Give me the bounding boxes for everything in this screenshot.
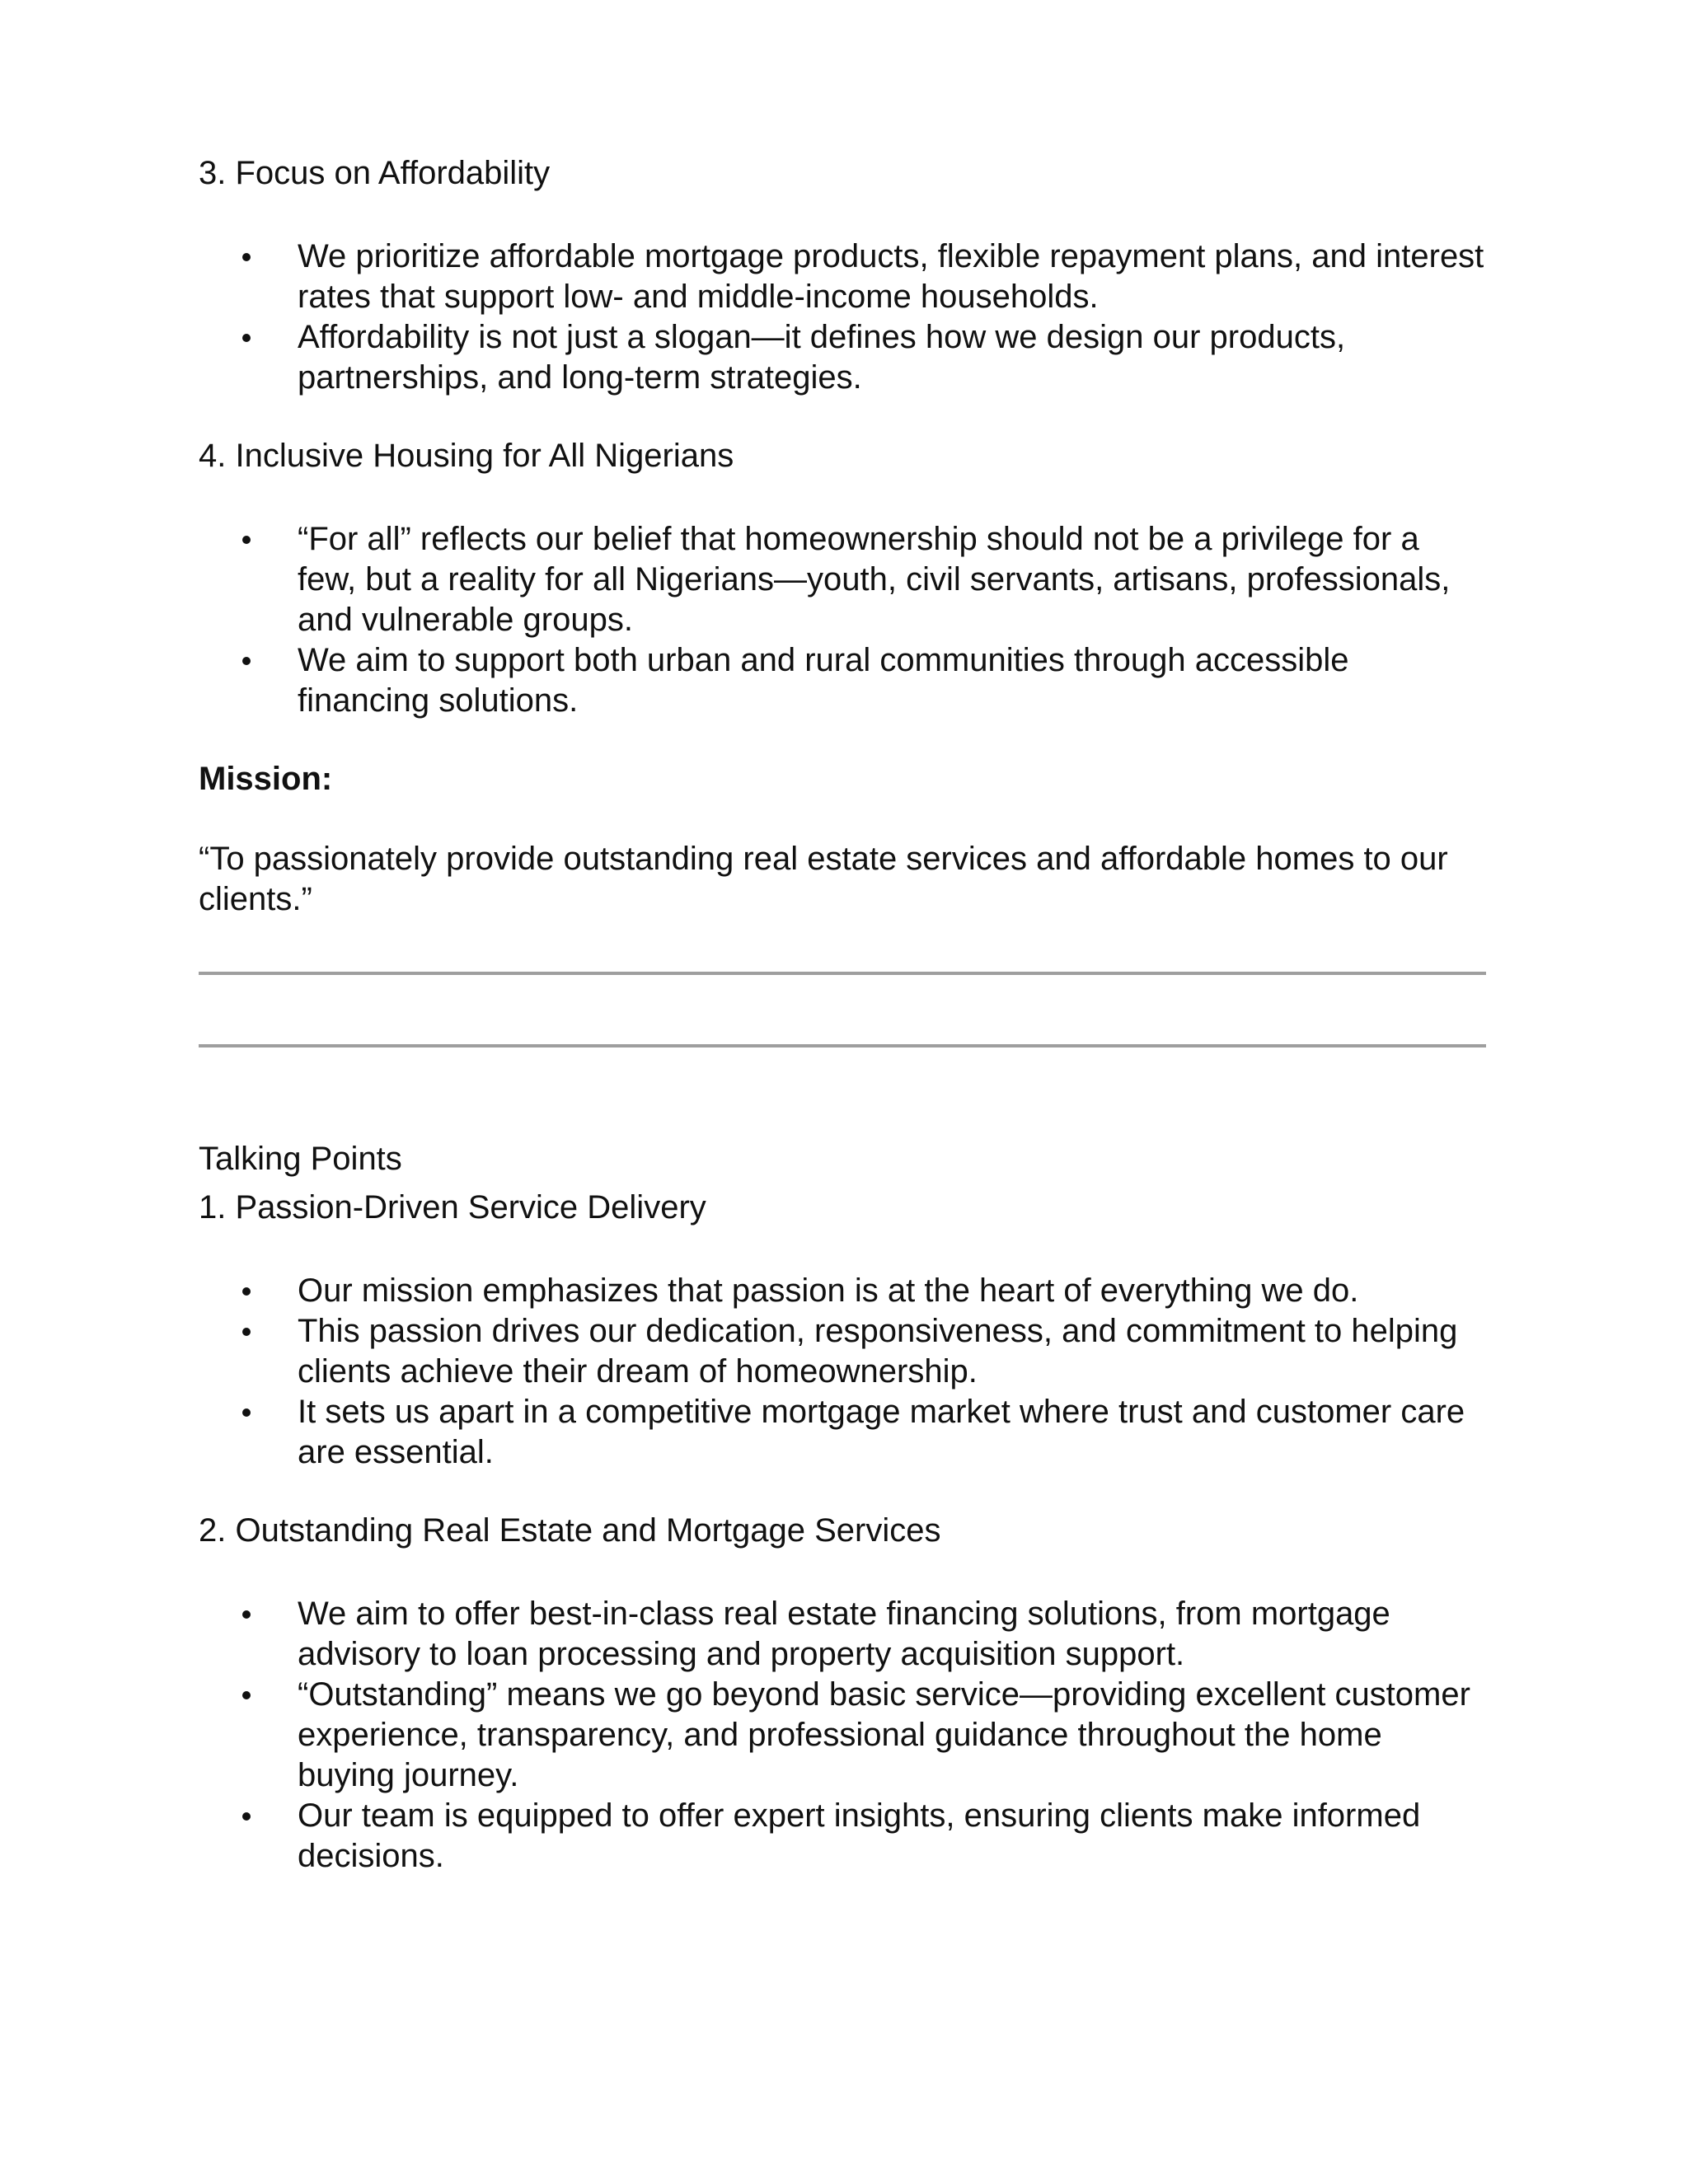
bullet-text: We aim to support both urban and rural communities through accessible financing solutions. xyxy=(298,642,1349,719)
bullet-text: Our team is equipped to offer expert insights, ensuring clients make informed decisions. xyxy=(298,1797,1421,1874)
bullet-text: We prioritize affordable mortgage products, flexible repayment plans, and interest rates that support low- and middle-income households. xyxy=(298,238,1484,315)
talking-points-title: Talking Points xyxy=(199,1141,402,1177)
bullet-icon xyxy=(242,253,251,261)
list-item xyxy=(199,1796,1484,1877)
bullet-icon xyxy=(242,1408,251,1417)
bullet-icon xyxy=(242,657,251,665)
bullet-icon xyxy=(242,1691,251,1699)
list-item xyxy=(199,640,1484,721)
mission-label: Mission: xyxy=(199,761,333,797)
section-heading-inclusive: 4. Inclusive Housing for All Nigerians xyxy=(199,438,734,474)
bullet-icon xyxy=(242,1287,251,1296)
bullet-text: We aim to offer best-in-class real estate financing solutions, from mortgage advisory to loan processing and property acquisition support. xyxy=(298,1596,1390,1672)
bullet-icon xyxy=(242,1610,251,1619)
bullet-icon xyxy=(242,1812,251,1821)
list-item xyxy=(199,1594,1484,1675)
list-item xyxy=(199,1392,1484,1473)
document-content xyxy=(199,153,1484,1877)
bullet-text: Affordability is not just a slogan—it defines how we design our products, partnerships, and long-term strategies. xyxy=(298,319,1346,396)
mission-statement: “To passionately provide outstanding real estate services and affordable homes to our clients.” xyxy=(199,841,1448,917)
bullet-list-passion xyxy=(199,1271,1484,1473)
bullet-text: Our mission emphasizes that passion is at the heart of everything we do. xyxy=(298,1272,1359,1309)
list-item xyxy=(199,1675,1484,1796)
list-item xyxy=(199,1311,1484,1392)
section-heading-affordability: 3. Focus on Affordability xyxy=(199,155,551,191)
bullet-list-outstanding xyxy=(199,1594,1484,1877)
bullet-list-inclusive xyxy=(199,519,1484,721)
bullet-text: “For all” reflects our belief that homeownership should not be a privilege for a few, but a reality for all Nigerians—youth, civil servants, artisans, professionals, and vulnerable groups. xyxy=(298,521,1451,638)
bullet-text: It sets us apart in a competitive mortgage market where trust and customer care are essential. xyxy=(298,1394,1465,1470)
list-item xyxy=(199,1271,1484,1311)
bullet-text: “Outstanding” means we go beyond basic service—providing excellent customer experience, transparency, and professional guidance throughout the home buying journey. xyxy=(298,1676,1470,1793)
horizontal-divider xyxy=(199,1044,1486,1047)
bullet-icon xyxy=(242,334,251,342)
section-heading-outstanding: 2. Outstanding Real Estate and Mortgage Services xyxy=(199,1512,941,1549)
bullet-text: This passion drives our dedication, responsiveness, and commitment to helping clients achieve their dream of homeownership. xyxy=(298,1313,1458,1390)
horizontal-divider xyxy=(199,972,1486,975)
section-heading-passion: 1. Passion-Driven Service Delivery xyxy=(199,1189,706,1226)
bullet-list-affordability xyxy=(199,237,1484,398)
list-item xyxy=(199,237,1484,317)
list-item xyxy=(199,317,1484,398)
list-item xyxy=(199,519,1484,640)
bullet-icon xyxy=(242,1328,251,1336)
bullet-icon xyxy=(242,536,251,544)
